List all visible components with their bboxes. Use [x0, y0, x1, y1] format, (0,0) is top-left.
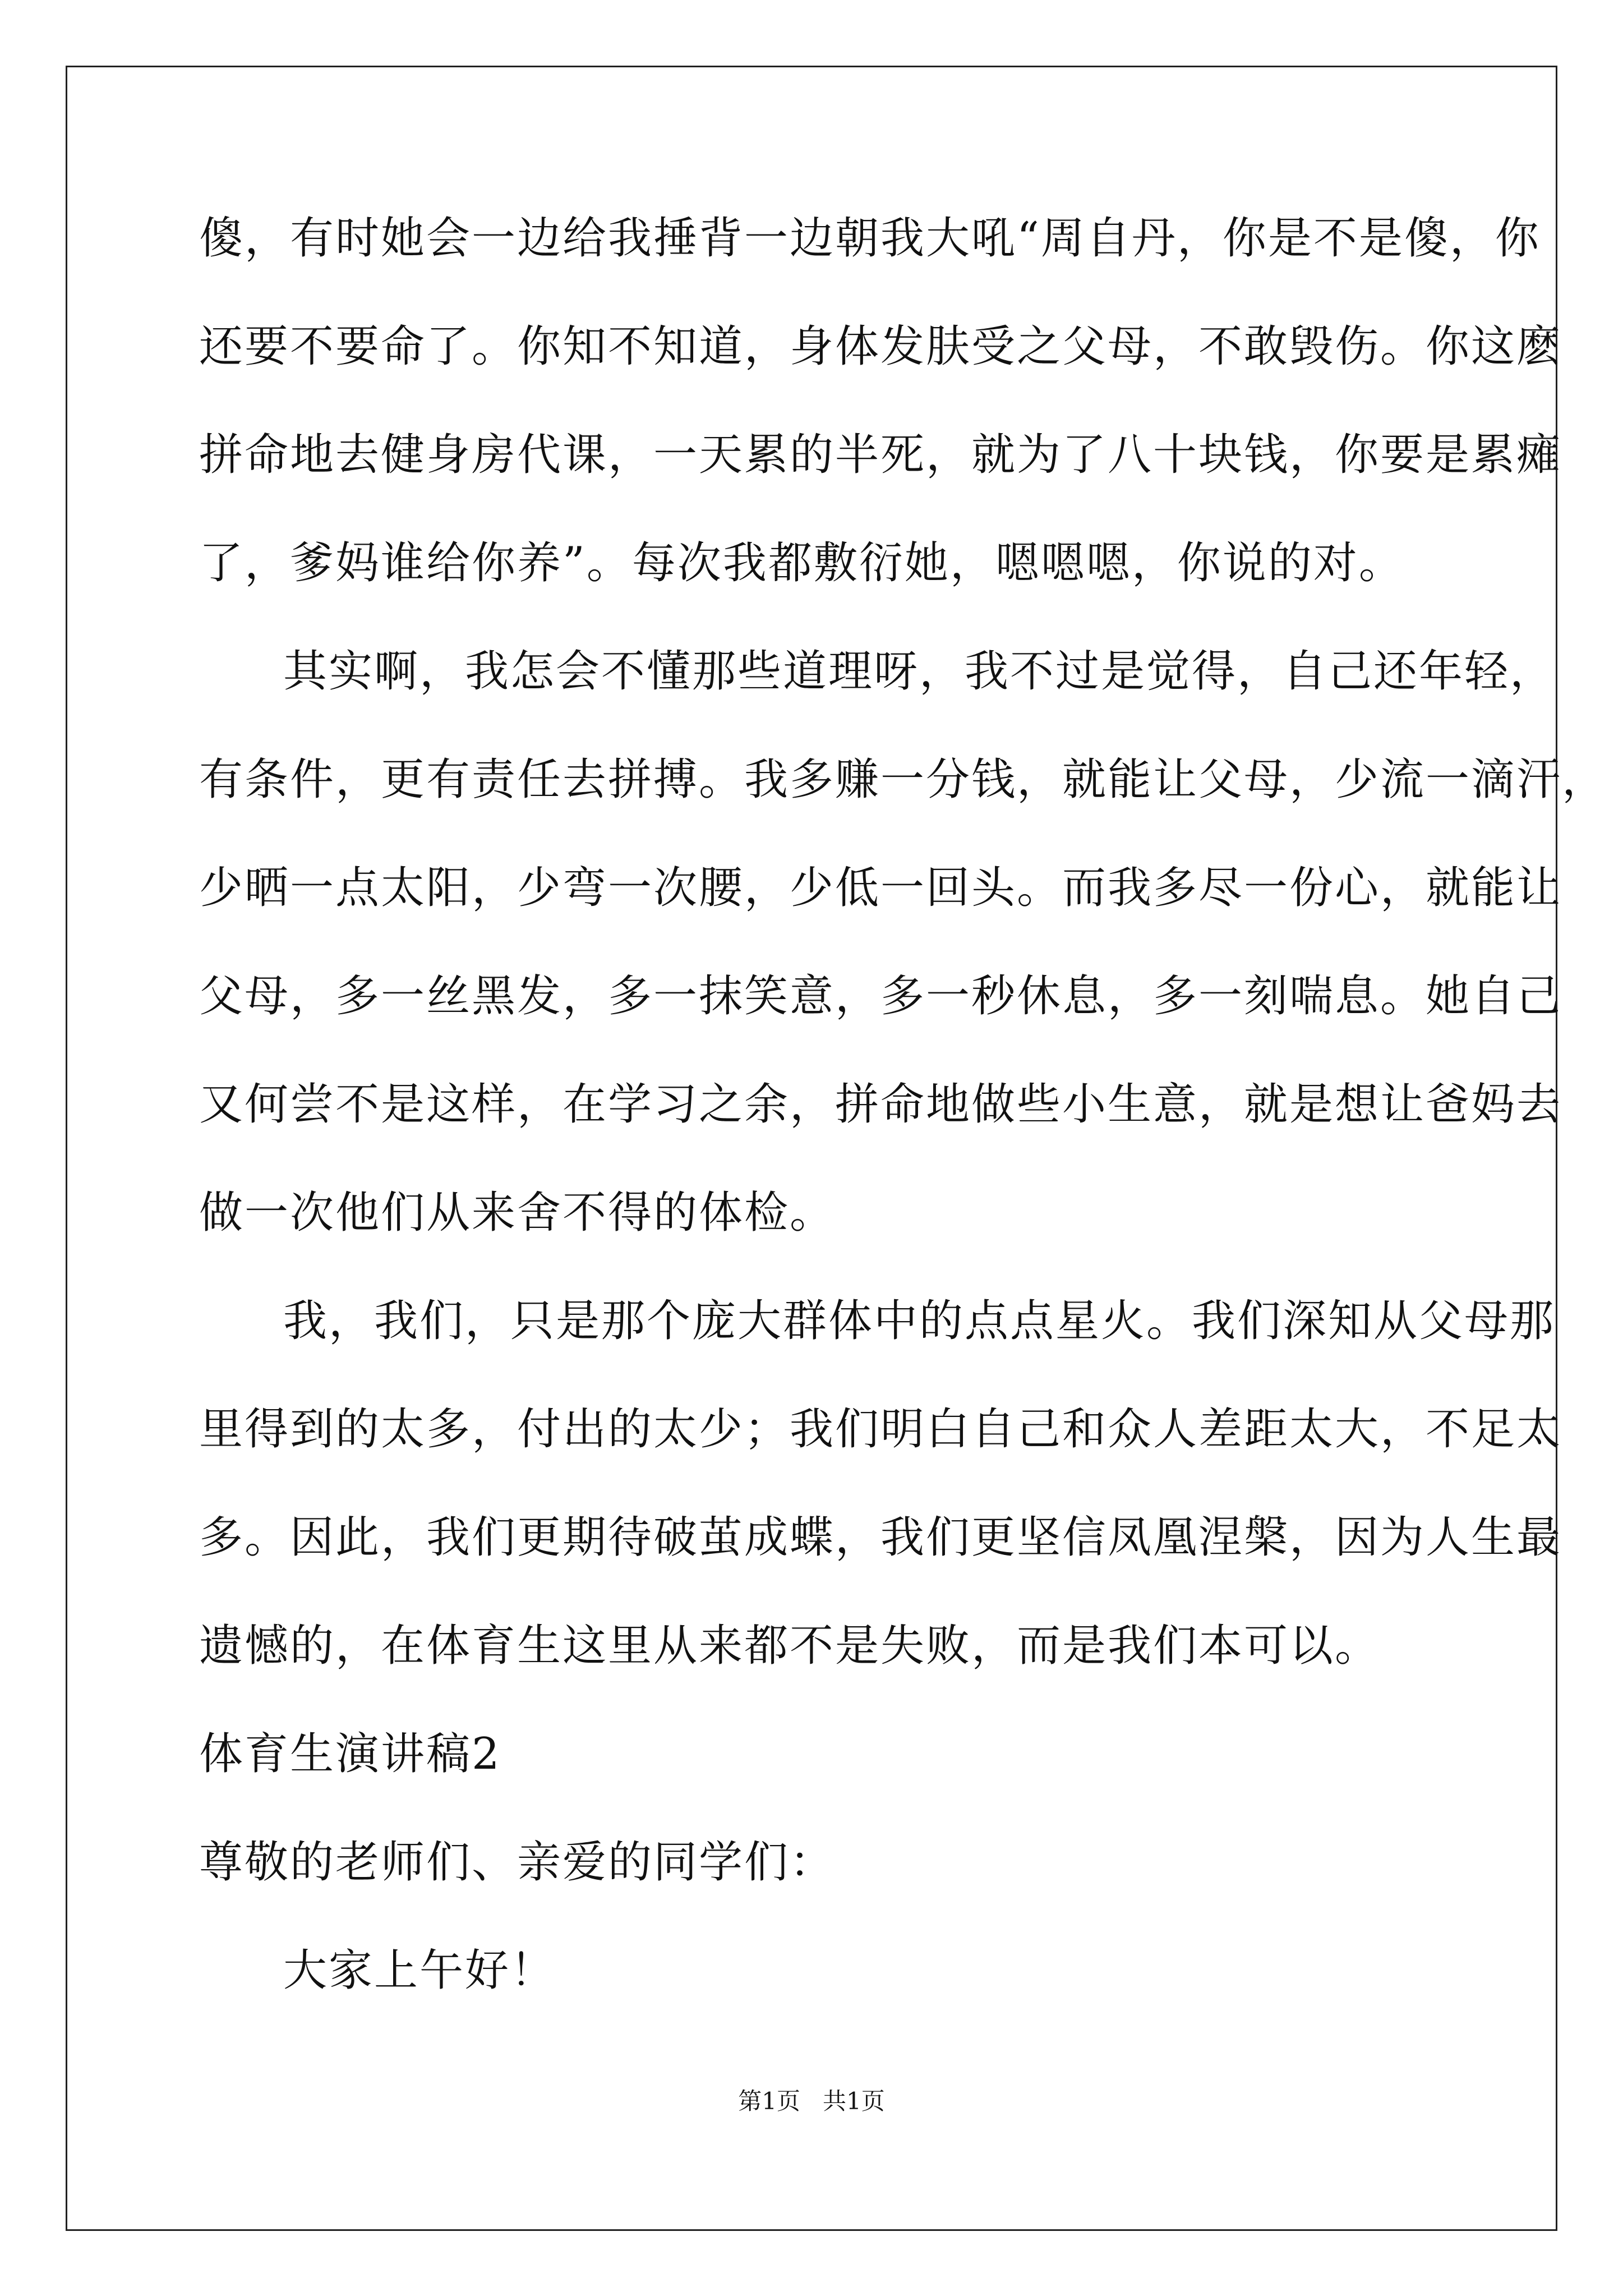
text-line: 遗憾的，在体育生这里从来都不是失败，而是我们本可以。 [199, 1621, 1381, 1671]
text-line: 又何尝不是这样，在学习之余，拼命地做些小生意，就是想让爸妈去 [199, 1079, 1562, 1130]
text-line: 有条件，更有责任去拼搏。我多赚一分钱，就能让父母，少流一滴汗， [199, 754, 1608, 805]
text-line: 拼命地去健身房代课，一天累的半死，就为了八十块钱，你要是累瘫 [199, 430, 1562, 480]
text-line: 多。因此，我们更期待破茧成蝶，我们更坚信凤凰涅槃，因为人生最 [199, 1512, 1562, 1563]
text-line: 少晒一点太阳，少弯一次腰，少低一回头。而我多尽一份心，就能让 [199, 863, 1562, 913]
text-line: 里得到的太多，付出的太少；我们明白自己和众人差距太大，不足太 [199, 1404, 1562, 1455]
paragraph-start-line: 其实啊，我怎会不懂那些道理呀，我不过是觉得，自己还年轻， [283, 646, 1556, 697]
salutation: 尊敬的老师们、亲爱的同学们： [199, 1837, 836, 1888]
paragraph-start-line: 我，我们，只是那个庞大群体中的点点星火。我们深知从父母那 [283, 1296, 1556, 1346]
greeting: 大家上午好！ [283, 1945, 556, 1996]
text-line: 傻，有时她会一边给我捶背一边朝我大吼“周自丹，你是不是傻，你 [199, 213, 1541, 264]
page-footer: 第1页 共1页 [738, 2087, 885, 2115]
text-line: 父母，多一丝黑发，多一抹笑意，多一秒休息，多一刻喘息。她自己 [199, 971, 1562, 1022]
text-line: 了，爹妈谁给你养”。每次我都敷衍她，嗯嗯嗯，你说的对。 [199, 538, 1404, 588]
section-title: 体育生演讲稿2 [199, 1729, 501, 1779]
text-line: 做一次他们从来舍不得的体检。 [199, 1188, 836, 1238]
page-border [66, 66, 1557, 2231]
text-line: 还要不要命了。你知不知道，身体发肤受之父母，不敢毁伤。你这麽 [199, 321, 1562, 372]
